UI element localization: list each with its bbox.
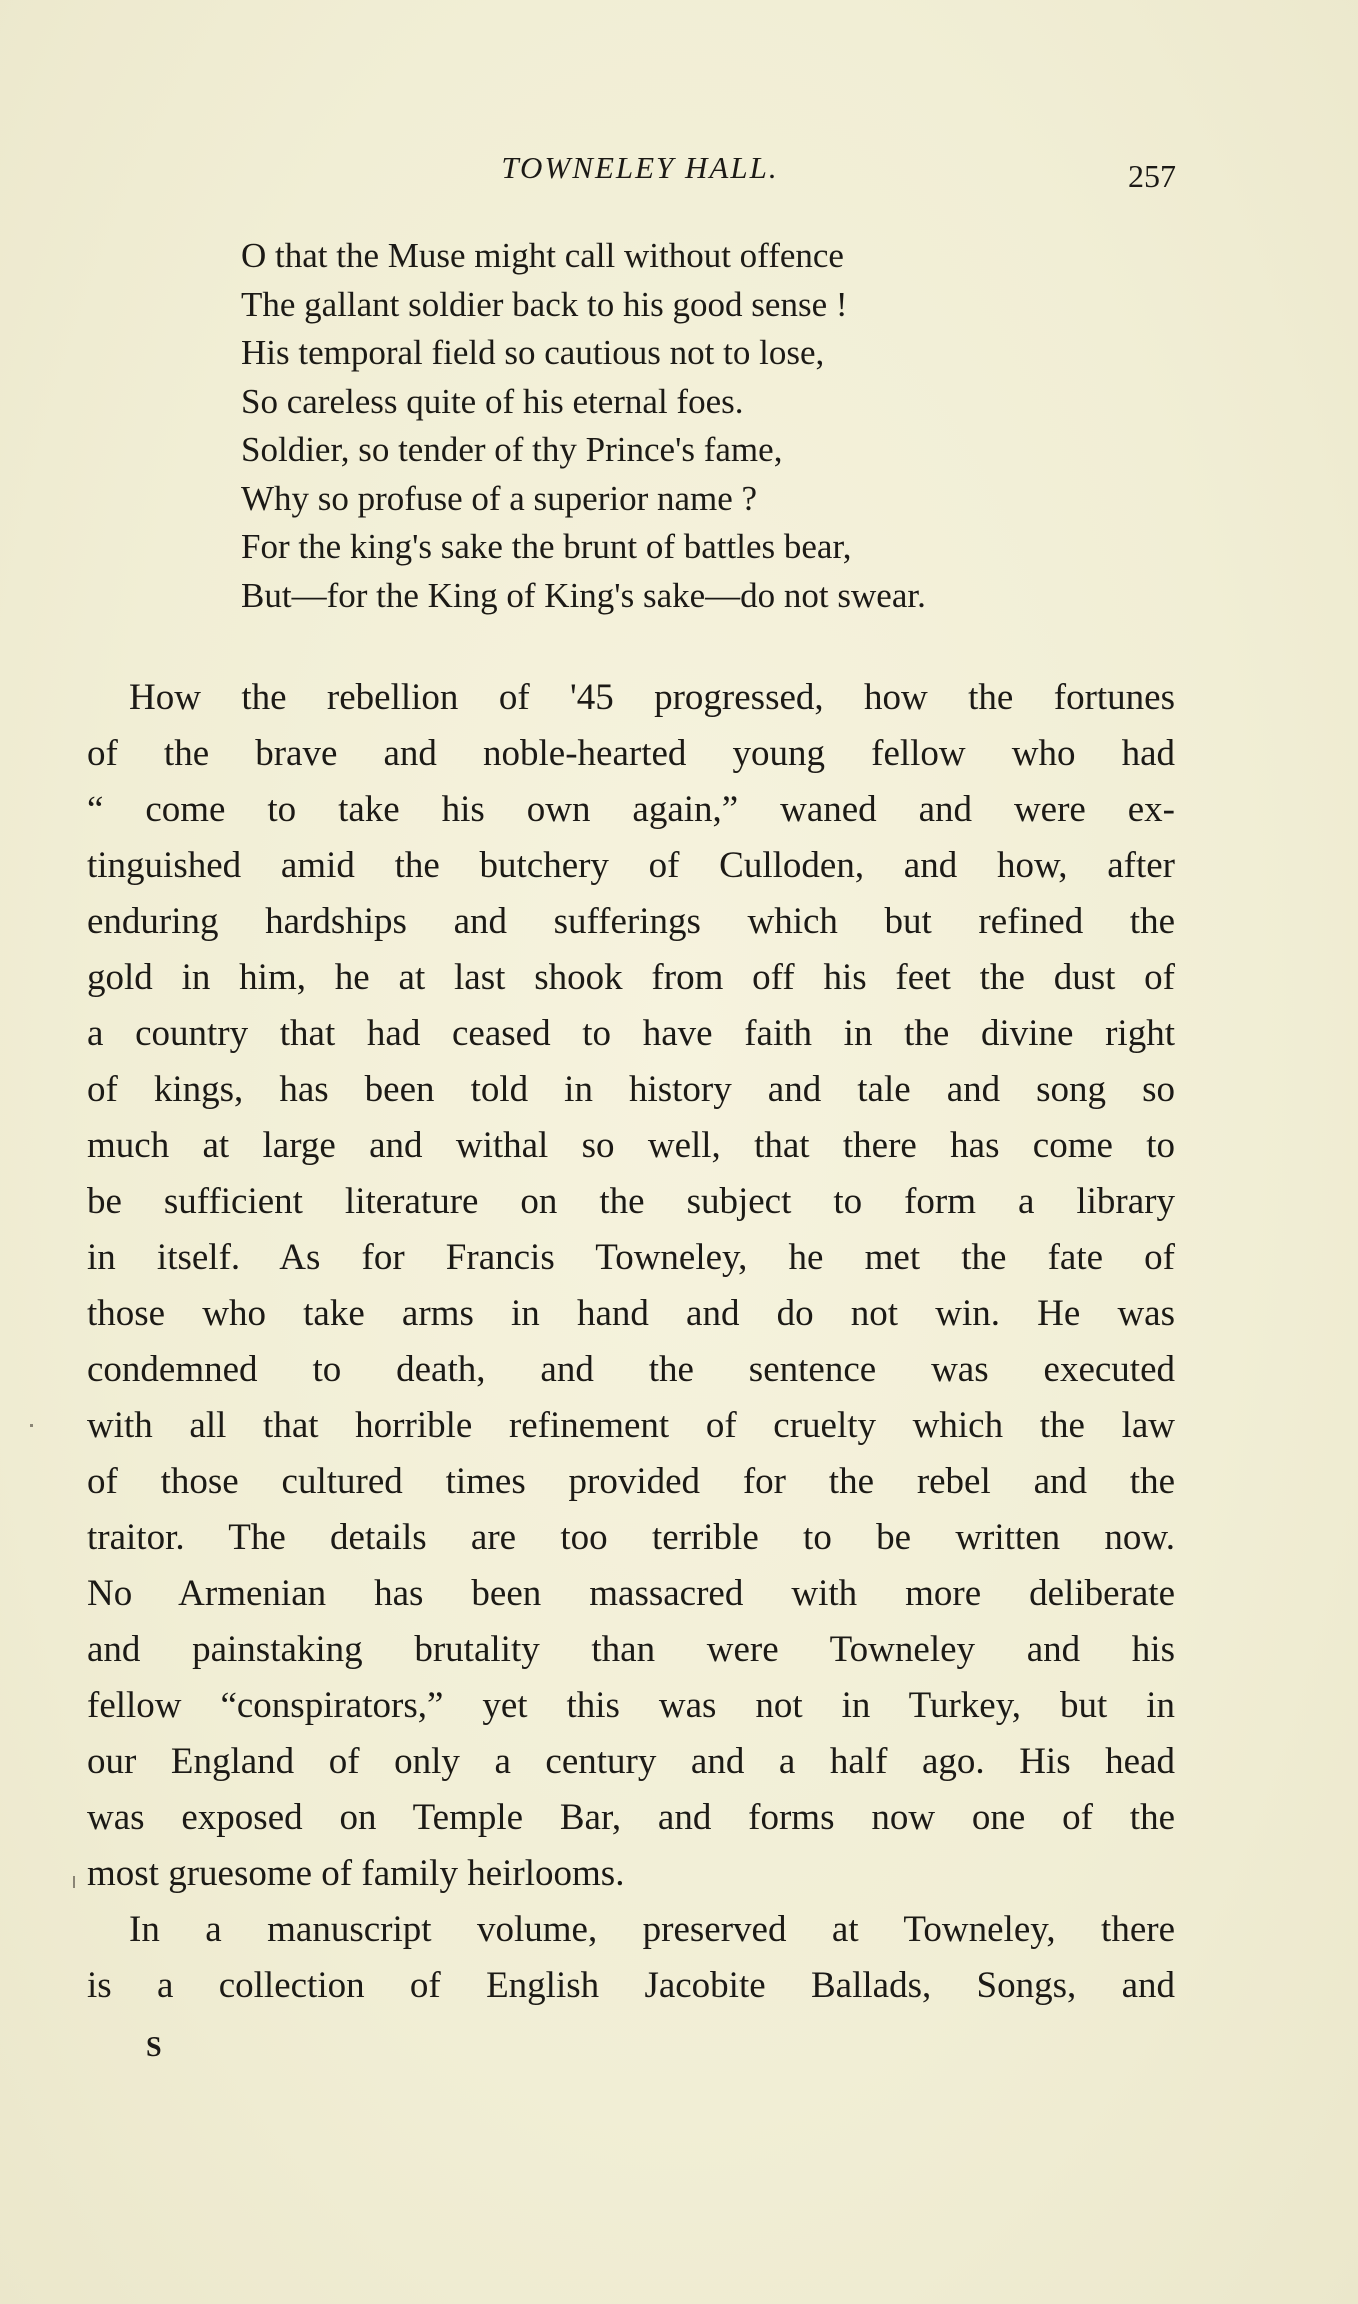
paragraph-rebellion xyxy=(87,670,1175,1902)
text-line: was exposed on Temple Bar, and forms now one of the xyxy=(87,1797,1175,1838)
text-line: No Armenian has been massacred with more deliberate xyxy=(87,1573,1175,1614)
text-line: enduring hardships and sufferings which but refined the xyxy=(87,901,1175,942)
text-line: How the rebellion of '45 progressed, how the fortunes xyxy=(129,677,1175,718)
text-line: a country that had ceased to have faith in the divine right xyxy=(87,1013,1175,1054)
print-speck xyxy=(30,1424,33,1427)
verse-line: Why so profuse of a superior name ? xyxy=(241,478,758,518)
signature-mark: S xyxy=(146,2032,162,2063)
text-line: of kings, has been told in history and tale and song so xyxy=(87,1069,1175,1110)
page-number: 257 xyxy=(1128,158,1176,194)
text-line: gold in him, he at last shook from off his feet the dust of xyxy=(87,957,1175,998)
text-line: tinguished amid the butchery of Culloden, and how, after xyxy=(87,845,1175,886)
text-line: is a collection of English Jacobite Ballads, Songs, and xyxy=(87,1965,1175,2006)
verse-line: O that the Muse might call without offence xyxy=(241,236,844,275)
verse-line: His temporal field so cautious not to lose, xyxy=(241,333,825,372)
text-line: of the brave and noble-hearted young fellow who had xyxy=(87,733,1175,774)
text-line: condemned to death, and the sentence was executed xyxy=(87,1349,1175,1390)
print-speck xyxy=(73,1876,75,1888)
text-line: much at large and withal so well, that there has come to xyxy=(87,1125,1175,1166)
paragraph-manuscript xyxy=(87,1902,1175,2014)
text-line: and painstaking brutality than were Towneley and his xyxy=(87,1629,1175,1670)
text-line: of those cultured times provided for the rebel and the xyxy=(87,1461,1175,1502)
verse-line: For the king's sake the brunt of battles bear, xyxy=(241,527,852,566)
text-line: traitor. The details are too terrible to be written now. xyxy=(87,1517,1175,1558)
running-head xyxy=(0,150,1358,194)
verse-line: The gallant soldier back to his good sense ! xyxy=(241,284,848,324)
text-line: most gruesome of family heirlooms. xyxy=(87,1853,625,1894)
text-line: our England of only a century and a half ago. His head xyxy=(87,1741,1175,1782)
verse-line: But—for the King of King's sake—do not swear. xyxy=(241,575,926,615)
verse-line: Soldier, so tender of thy Prince's fame, xyxy=(241,430,783,469)
text-line: In a manuscript volume, preserved at Towneley, there xyxy=(129,1909,1175,1950)
running-title: TOWNELEY HALL. xyxy=(501,150,779,185)
text-line: those who take arms in hand and do not win. He was xyxy=(87,1293,1175,1334)
verse-line: So careless quite of his eternal foes. xyxy=(241,381,744,421)
text-line: “ come to take his own again,” waned and were ex- xyxy=(87,789,1175,830)
text-line: with all that horrible refinement of cruelty which the law xyxy=(87,1405,1175,1446)
prose-body xyxy=(87,670,1175,2014)
text-line: in itself. As for Francis Towneley, he met the fate of xyxy=(87,1237,1175,1278)
text-line: fellow “conspirators,” yet this was not in Turkey, but in xyxy=(87,1685,1175,1726)
verse-block xyxy=(241,232,1141,620)
text-line: be sufficient literature on the subject to form a library xyxy=(87,1181,1175,1222)
